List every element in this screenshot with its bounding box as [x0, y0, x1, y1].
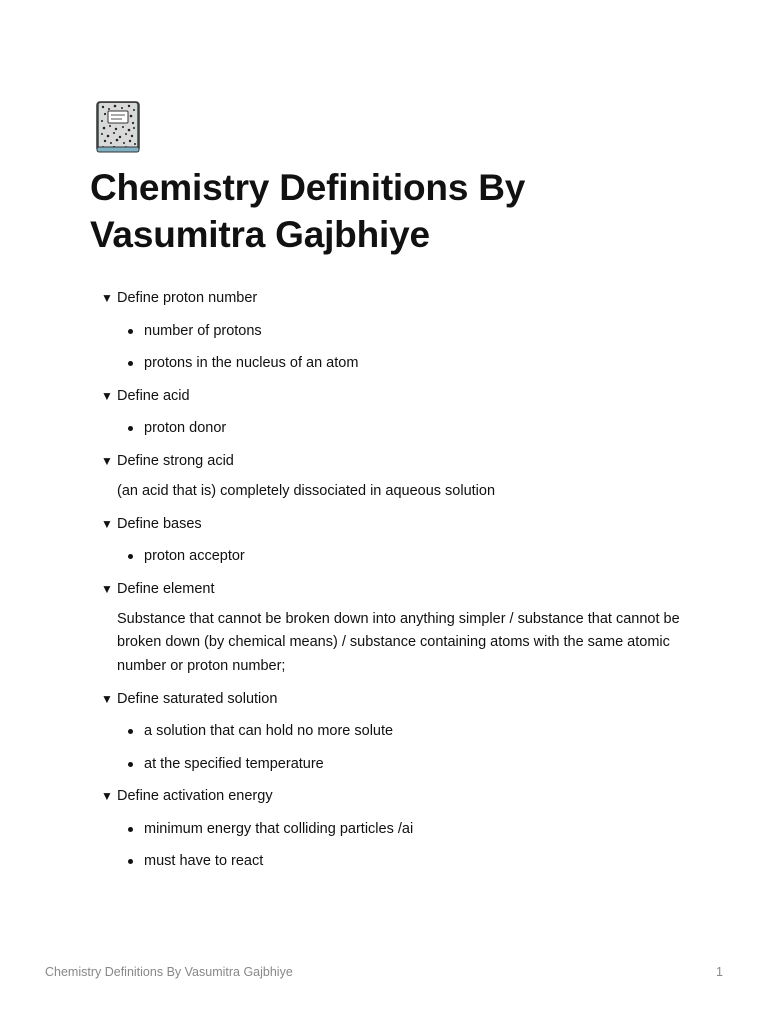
toggle-heading: Define strong acid	[117, 452, 234, 469]
toggle-list	[101, 286, 681, 873]
page-title: Chemistry Definitions By Vasumitra Gajbhiye	[90, 167, 526, 255]
bullet-list	[128, 817, 681, 874]
triangle-down-icon[interactable]: ▼	[101, 453, 113, 468]
bullet-list	[128, 719, 681, 776]
toggle-acid	[101, 384, 681, 441]
toggle-header[interactable]	[101, 512, 681, 536]
notebook-icon	[96, 101, 142, 153]
triangle-down-icon[interactable]: ▼	[101, 388, 113, 403]
triangle-down-icon[interactable]: ▼	[101, 516, 113, 531]
toggle-heading: Define activation energy	[117, 788, 273, 804]
toggle-saturated-solution	[101, 687, 681, 776]
bullet-list	[128, 544, 681, 568]
toggle-heading: Define bases	[117, 515, 202, 532]
list-item: at the specified temperature	[128, 752, 681, 776]
toggle-heading: Define element	[117, 580, 215, 597]
list-item: must have to react	[128, 849, 681, 873]
definition-text: Substance that cannot be broken down into anything simpler / substance that cannot be broken down (by chemical means) / substance containing atoms with the same atomic number or proton number;	[117, 610, 680, 674]
triangle-down-icon[interactable]: ▼	[101, 789, 113, 803]
toggle-element	[101, 577, 681, 679]
toggle-header[interactable]	[101, 286, 681, 310]
toggle-bases	[101, 512, 681, 569]
toggle-heading: Define acid	[117, 387, 190, 404]
list-item: proton acceptor	[128, 544, 681, 568]
toggle-heading: Define proton number	[117, 290, 258, 306]
bullet-list	[128, 416, 681, 440]
toggle-strong-acid	[101, 449, 681, 504]
toggle-header[interactable]	[101, 784, 681, 808]
page-number: 1	[716, 965, 723, 979]
list-item: protons in the nucleus of an atom	[128, 351, 681, 375]
list-item: number of protons	[128, 319, 681, 343]
list-item: a solution that can hold no more solute	[128, 719, 681, 743]
toggle-activation-energy	[101, 784, 681, 873]
triangle-down-icon[interactable]: ▼	[101, 291, 113, 305]
list-item: minimum energy that colliding particles /ai	[128, 817, 681, 841]
toggle-header[interactable]	[101, 449, 681, 473]
toggle-heading: Define saturated solution	[117, 690, 278, 707]
bullet-list	[128, 319, 681, 376]
toggle-proton-number	[101, 286, 681, 375]
footer-title: Chemistry Definitions By Vasumitra Gajbhiye	[45, 965, 293, 979]
list-item: proton donor	[128, 416, 681, 440]
toggle-header[interactable]	[101, 577, 681, 601]
definition-text: (an acid that is) completely dissociated in aqueous solution	[117, 482, 496, 499]
toggle-header[interactable]	[101, 384, 681, 408]
triangle-down-icon[interactable]: ▼	[101, 691, 113, 706]
toggle-header[interactable]	[101, 687, 681, 711]
triangle-down-icon[interactable]: ▼	[101, 581, 113, 596]
